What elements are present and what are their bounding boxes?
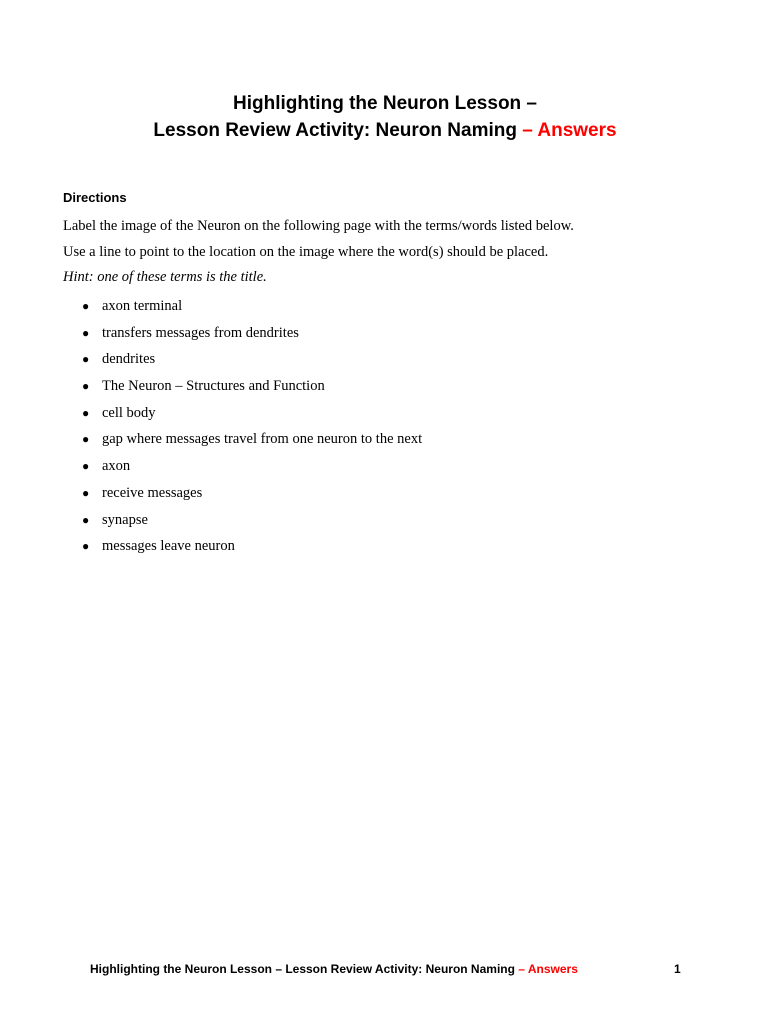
footer-text: Highlighting the Neuron Lesson – Lesson Review Activity: Neuron Naming — [90, 962, 515, 976]
page-title — [0, 90, 770, 144]
term-list-item — [82, 511, 422, 538]
bullet-icon: ● — [82, 539, 90, 554]
bullet-icon: ● — [82, 432, 90, 447]
bullet-icon: ● — [82, 485, 90, 500]
term-text: synapse — [102, 511, 148, 528]
bullet-icon: ● — [82, 379, 90, 394]
page-number: 1 — [674, 962, 681, 976]
term-text: receive messages — [102, 484, 203, 501]
bullet-icon: ● — [82, 405, 90, 420]
title-line-2 — [0, 117, 770, 144]
term-text: axon terminal — [102, 298, 183, 314]
bullet-icon: ● — [82, 459, 90, 474]
page-footer — [90, 962, 578, 976]
term-text: dendrites — [102, 351, 156, 368]
term-text: messages leave neuron — [102, 538, 235, 555]
term-list-item — [82, 324, 422, 351]
bullet-icon: ● — [82, 299, 90, 313]
term-list-item — [82, 537, 422, 564]
term-list-item — [82, 404, 422, 431]
title-line-2-main: Lesson Review Activity: Neuron Naming — [153, 120, 517, 141]
term-text: cell body — [102, 404, 156, 421]
footer-answers-label: – Answers — [518, 962, 578, 976]
bullet-icon: ● — [82, 325, 90, 340]
term-list-item — [82, 350, 422, 377]
bullet-icon: ● — [82, 352, 90, 367]
title-answers-label: – Answers — [522, 120, 617, 141]
term-text: transfers messages from dendrites — [102, 324, 299, 341]
term-list-item — [82, 297, 422, 324]
directions-line-2: Use a line to point to the location on the image where the word(s) should be placed. — [63, 244, 549, 260]
term-list-item — [82, 377, 422, 404]
directions-heading: Directions — [63, 190, 127, 205]
bullet-icon: ● — [82, 512, 90, 527]
term-list-item — [82, 457, 422, 484]
directions-hint: Hint: one of these terms is the title. — [63, 269, 267, 285]
term-list-item — [82, 430, 422, 457]
term-text: gap where messages travel from one neuron to the next — [102, 431, 423, 448]
term-list-item — [82, 484, 422, 511]
directions-line-1: Label the image of the Neuron on the following page with the terms/words listed below. — [63, 218, 574, 234]
title-line-1: Highlighting the Neuron Lesson – — [233, 93, 537, 114]
term-text: The Neuron – Structures and Function — [102, 378, 325, 395]
term-list — [82, 297, 422, 564]
term-text: axon — [102, 458, 131, 475]
